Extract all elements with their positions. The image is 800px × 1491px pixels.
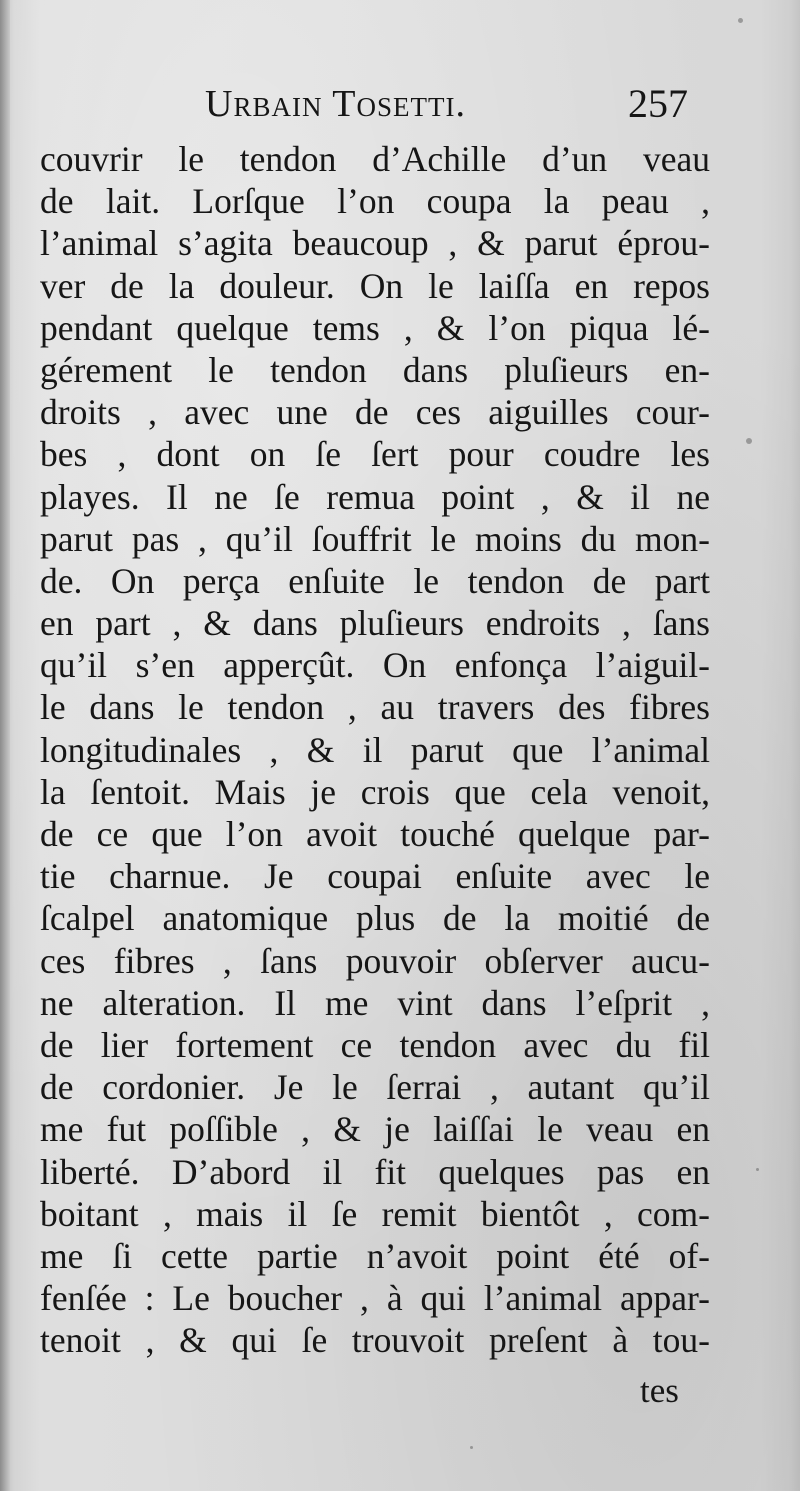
running-head-title: Urbain Tosetti. xyxy=(205,83,466,125)
text-line: ver de la douleur. On le laiſſa en repos xyxy=(40,265,710,306)
paper-speck xyxy=(746,438,752,444)
catchword: tes xyxy=(640,1371,679,1410)
text-line: l’animal s’agita beaucoup , & parut éprou- xyxy=(40,223,710,264)
text-line: couvrir le tendon d’Achille d’un veau xyxy=(40,139,710,179)
text-line: ſcalpel anatomique plus de la moitié de xyxy=(40,898,710,939)
paper-speck xyxy=(738,18,743,23)
text-line: tie charnue. Je coupai enſuite avec le xyxy=(40,856,710,897)
text-line: me fut poſſible , & je laiſſai le veau en xyxy=(40,1109,710,1150)
text-line: de lier fortement ce tendon avec du fil xyxy=(40,1024,710,1065)
text-line: me ſi cette partie n’avoit point été of- xyxy=(40,1235,710,1276)
text-line: pendant quelque tems , & l’on piqua lé- xyxy=(40,307,710,348)
paper-speck xyxy=(470,1446,473,1449)
text-line: gérement le tendon dans pluſieurs en- xyxy=(40,349,710,390)
text-line: parut pas , qu’il ſouffrit le moins du mon- xyxy=(40,518,710,559)
page-number: 257 xyxy=(628,81,688,126)
body-text xyxy=(40,138,710,1361)
paper-speck xyxy=(756,1168,759,1171)
text-line: boitant , mais il ſe remit bientôt , com- xyxy=(40,1193,710,1234)
text-line: fenſée : Le boucher , à qui l’animal appar- xyxy=(40,1278,710,1319)
text-line: en part , & dans pluſieurs endroits , ſans xyxy=(40,603,710,644)
text-line: longitudinales , & il parut que l’animal xyxy=(40,729,710,770)
text-line: de ce que l’on avoit touché quelque par- xyxy=(40,814,710,854)
text-line: playes. Il ne ſe remua point , & il ne xyxy=(40,476,710,517)
page-gutter-shadow xyxy=(0,0,10,1491)
running-head xyxy=(0,76,800,132)
text-line: ne alteration. Il me vint dans l’eſprit , xyxy=(40,982,710,1023)
text-line: bes , dont on ſe ſert pour coudre les xyxy=(40,434,710,475)
text-line: la ſentoit. Mais je crois que cela venoit, xyxy=(40,771,710,812)
text-line: droits , avec une de ces aiguilles cour- xyxy=(40,392,710,433)
text-line: le dans le tendon , au travers des fibres xyxy=(40,687,710,728)
text-line: de. On perça enſuite le tendon de part xyxy=(40,560,710,601)
text-line: de cordonier. Je le ſerrai , autant qu’il xyxy=(40,1067,710,1108)
text-line: qu’il s’en apperçût. On enfonça l’aiguil- xyxy=(40,645,710,686)
text-line: de lait. Lorſque l’on coupa la peau , xyxy=(40,181,710,222)
text-line: ces fibres , ſans pouvoir obſerver aucu- xyxy=(40,940,710,981)
text-line: liberté. D’abord il fit quelques pas en xyxy=(40,1151,710,1192)
text-line: tenoit , & qui ſe trouvoit preſent à tou- xyxy=(40,1320,710,1361)
